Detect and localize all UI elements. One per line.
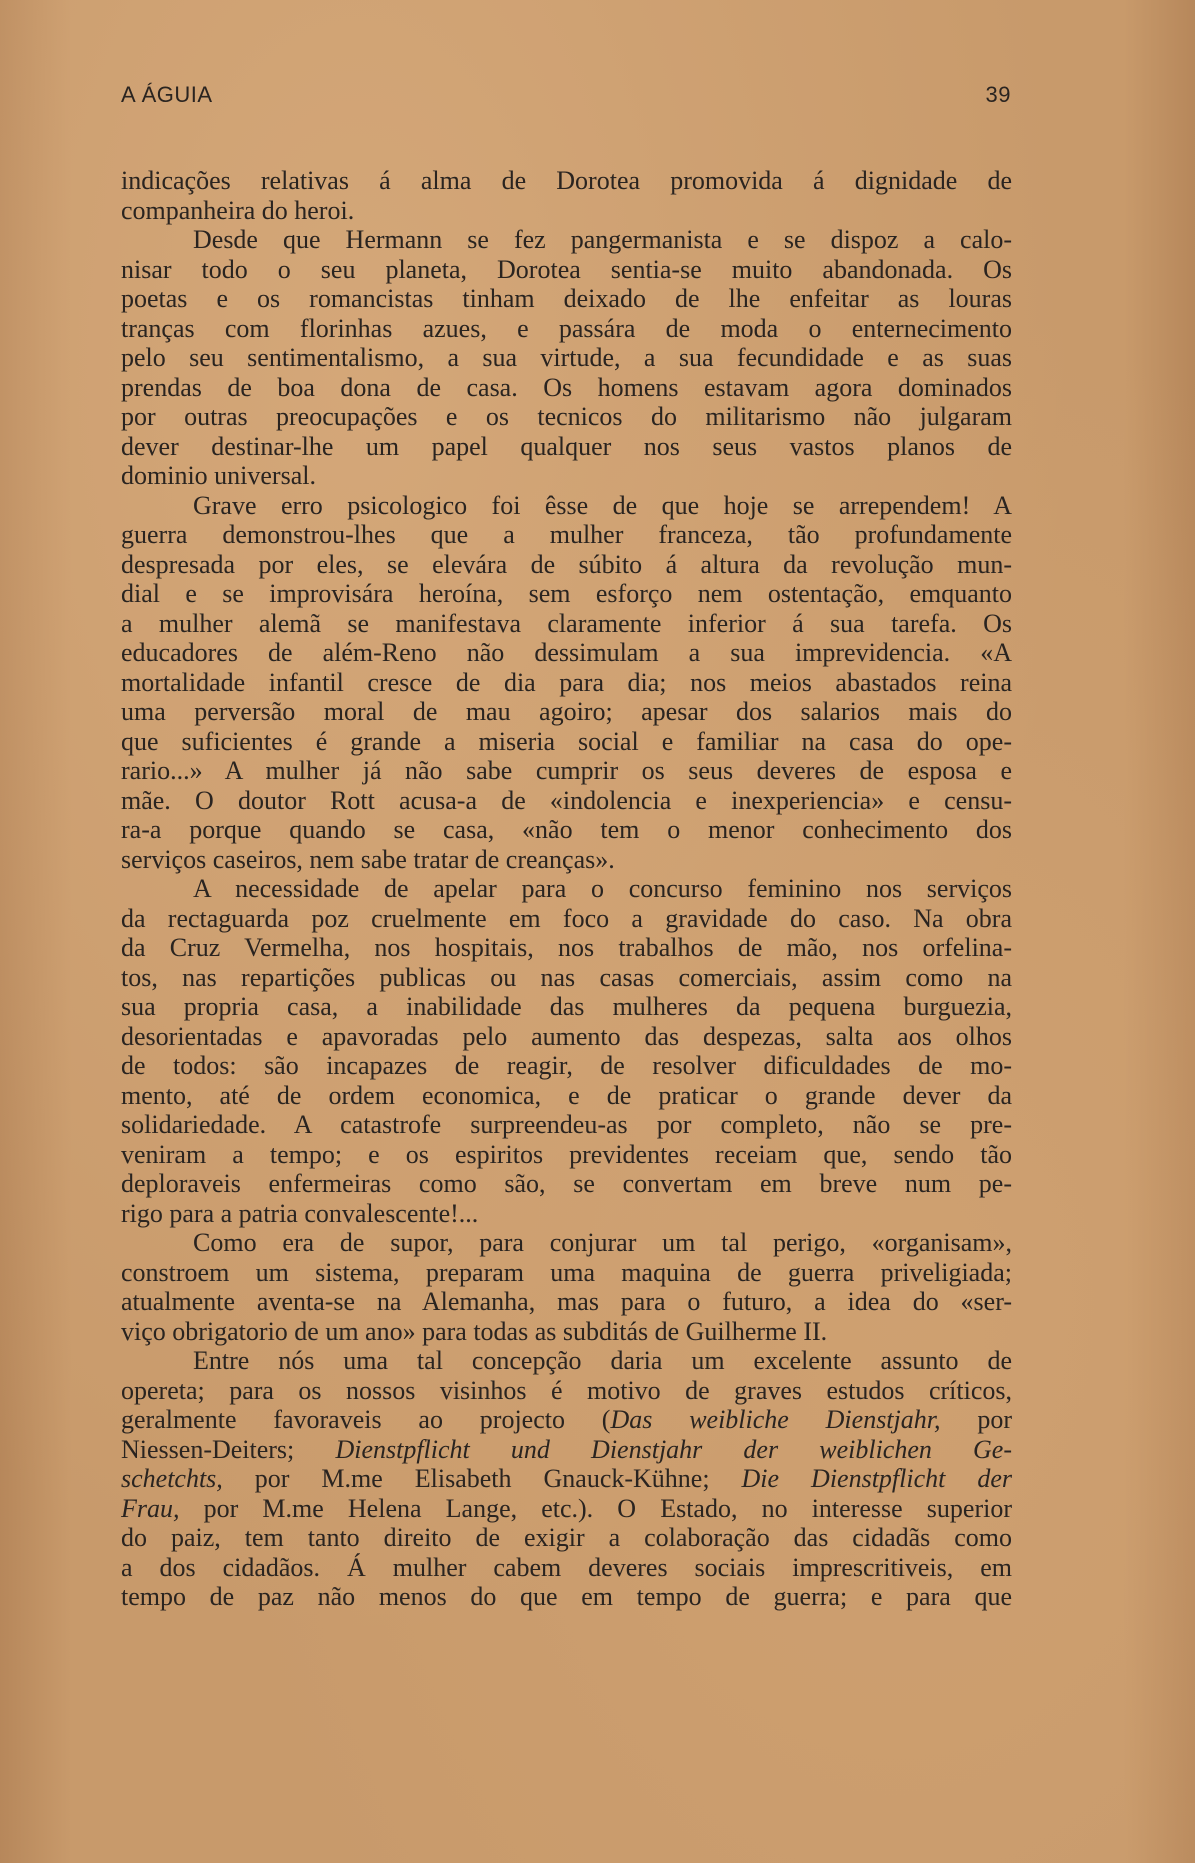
text-line: do paiz, tem tanto direito de exigir a colaboração das cidadãs como [121, 1523, 1012, 1552]
journal-title: A ÁGUIA [121, 82, 213, 107]
text-line: opereta; para os nossos visinhos é motivo de graves estudos críticos, [121, 1375, 1012, 1405]
italic-title: Dienstpflicht und Dienstjahr der weiblichen Ge- [335, 1434, 1012, 1464]
text-line: Grave erro psicologico foi êsse de que hoje se arrependem! A [193, 490, 1012, 520]
text-line: veniram a tempo; e os espiritos previdentes receiam que, sendo tão [121, 1139, 1012, 1169]
text-line: ra-a porque quando se casa, «não tem o menor conhecimento dos [121, 815, 1012, 844]
text-line: mãe. O doutor Rott acusa-a de «indolencia e inexperiencia» e censu- [121, 785, 1012, 815]
italic-title: schetchts, [121, 1464, 223, 1493]
text-line: nisar todo o seu planeta, Dorotea sentia-se muito abandonada. Os [121, 254, 1012, 284]
running-head [121, 82, 1011, 114]
text-line: uma perversão moral de mau agoiro; apesar dos salarios mais do [121, 697, 1012, 726]
text-line: a mulher alemã se manifestava claramente inferior á sua tarefa. Os [121, 608, 1012, 638]
body-text [121, 166, 1012, 1612]
text-line: indicações relativas á alma de Dorotea promovida á dignidade de [121, 166, 1012, 195]
text-line: educadores de além-Reno não dessimulam a sua imprevidencia. «A [121, 638, 1012, 667]
text-line: dial e se improvisára heroína, sem esforço nem ostentação, emquanto [121, 579, 1012, 608]
text-line: prendas de boa dona de casa. Os homens estavam agora dominados [121, 372, 1012, 402]
text-line: companheira do heroi. [121, 195, 355, 225]
text-line: rigo para a patria convalescente!... [121, 1198, 479, 1228]
text-span: por M.me Elisabeth Gnauck-Kühne; [222, 1464, 742, 1493]
text-line: dominio universal. [121, 461, 316, 490]
text-line [121, 1464, 1012, 1494]
text-span: por [940, 1405, 1012, 1434]
text-line: dever destinar-lhe um papel qualquer nos seus vastos planos de [121, 431, 1012, 461]
text-line [121, 1435, 1012, 1465]
italic-title: Das weibliche Dienstjahr, [610, 1405, 941, 1434]
text-line: sua propria casa, a inabilidade das mulheres da pequena burguezia, [121, 992, 1012, 1021]
text-span: por M.me Helena Lange, etc.). O Estado, no interesse superior [179, 1493, 1012, 1523]
text-line: tranças com florinhas azues, e passára de moda o enternecimento [121, 313, 1012, 343]
text-line: tos, nas repartições publicas ou nas casas comerciais, assim como na [121, 962, 1012, 992]
text-line: viço obrigatorio de um ano» para todas as subditás de Guilherme II. [121, 1316, 828, 1346]
text-line [121, 1494, 1012, 1524]
text-line: poetas e os romancistas tinham deixado de lhe enfeitar as louras [121, 284, 1012, 313]
text-line: atualmente aventa-se na Alemanha, mas para o futuro, a idea do «ser- [121, 1287, 1012, 1316]
text-line: da rectaguarda poz cruelmente em foco a gravidade do caso. Na obra [121, 903, 1012, 933]
text-line: Entre nós uma tal concepção daria um excelente assunto de [193, 1346, 1012, 1375]
text-line: deploraveis enfermeiras como são, se convertam em breve num pe- [121, 1169, 1012, 1198]
text-line: a dos cidadãos. Á mulher cabem deveres sociais imprescritiveis, em [121, 1552, 1012, 1582]
text-line: desorientadas e apavoradas pelo aumento das despezas, salta aos olhos [121, 1021, 1012, 1051]
text-line: constroem um sistema, preparam uma maquina de guerra priveligiada; [121, 1257, 1012, 1287]
text-line: serviços caseiros, nem sabe tratar de creanças». [121, 844, 615, 874]
text-line: solidariedade. A catastrofe surpreendeu-as por completo, não se pre- [121, 1110, 1012, 1139]
text-line: por outras preocupações e os tecnicos do militarismo não julgaram [121, 402, 1012, 431]
text-span: geralmente favoraveis ao projecto ( [121, 1405, 611, 1434]
text-line: A necessidade de apelar para o concurso feminino nos serviços [193, 874, 1012, 903]
text-line: Desde que Hermann se fez pangermanista e se dispoz a calo- [193, 225, 1012, 254]
italic-title: Die Dienstpflicht der [741, 1464, 1012, 1493]
page-number: 39 [985, 82, 1011, 107]
text-line: da Cruz Vermelha, nos hospitais, nos trabalhos de mão, nos orfelina- [121, 933, 1012, 962]
text-line: tempo de paz não menos do que em tempo de guerra; e para que [121, 1582, 1012, 1611]
text-line: despresada por eles, se elevára de súbito á altura da revolução mun- [121, 549, 1012, 579]
text-line: Como era de supor, para conjurar um tal perigo, «organisam», [193, 1228, 1012, 1257]
italic-title: Frau, [121, 1493, 180, 1523]
text-line: de todos: são incapazes de reagir, de resolver dificuldades de mo- [121, 1051, 1012, 1080]
text-line [121, 1405, 1012, 1435]
text-line: rario...» A mulher já não sabe cumprir os seus deveres de esposa e [121, 756, 1012, 785]
text-span: Niessen-Deiters; [121, 1434, 336, 1464]
text-line: mento, até de ordem economica, e de praticar o grande dever da [121, 1080, 1012, 1110]
text-line: que suficientes é grande a miseria social e familiar na casa do ope- [121, 726, 1012, 756]
text-line: pelo seu sentimentalismo, a sua virtude, a sua fecundidade e as suas [121, 343, 1012, 372]
text-line: mortalidade infantil cresce de dia para dia; nos meios abastados reina [121, 667, 1012, 697]
text-line: guerra demonstrou-lhes que a mulher franceza, tão profundamente [121, 520, 1012, 549]
